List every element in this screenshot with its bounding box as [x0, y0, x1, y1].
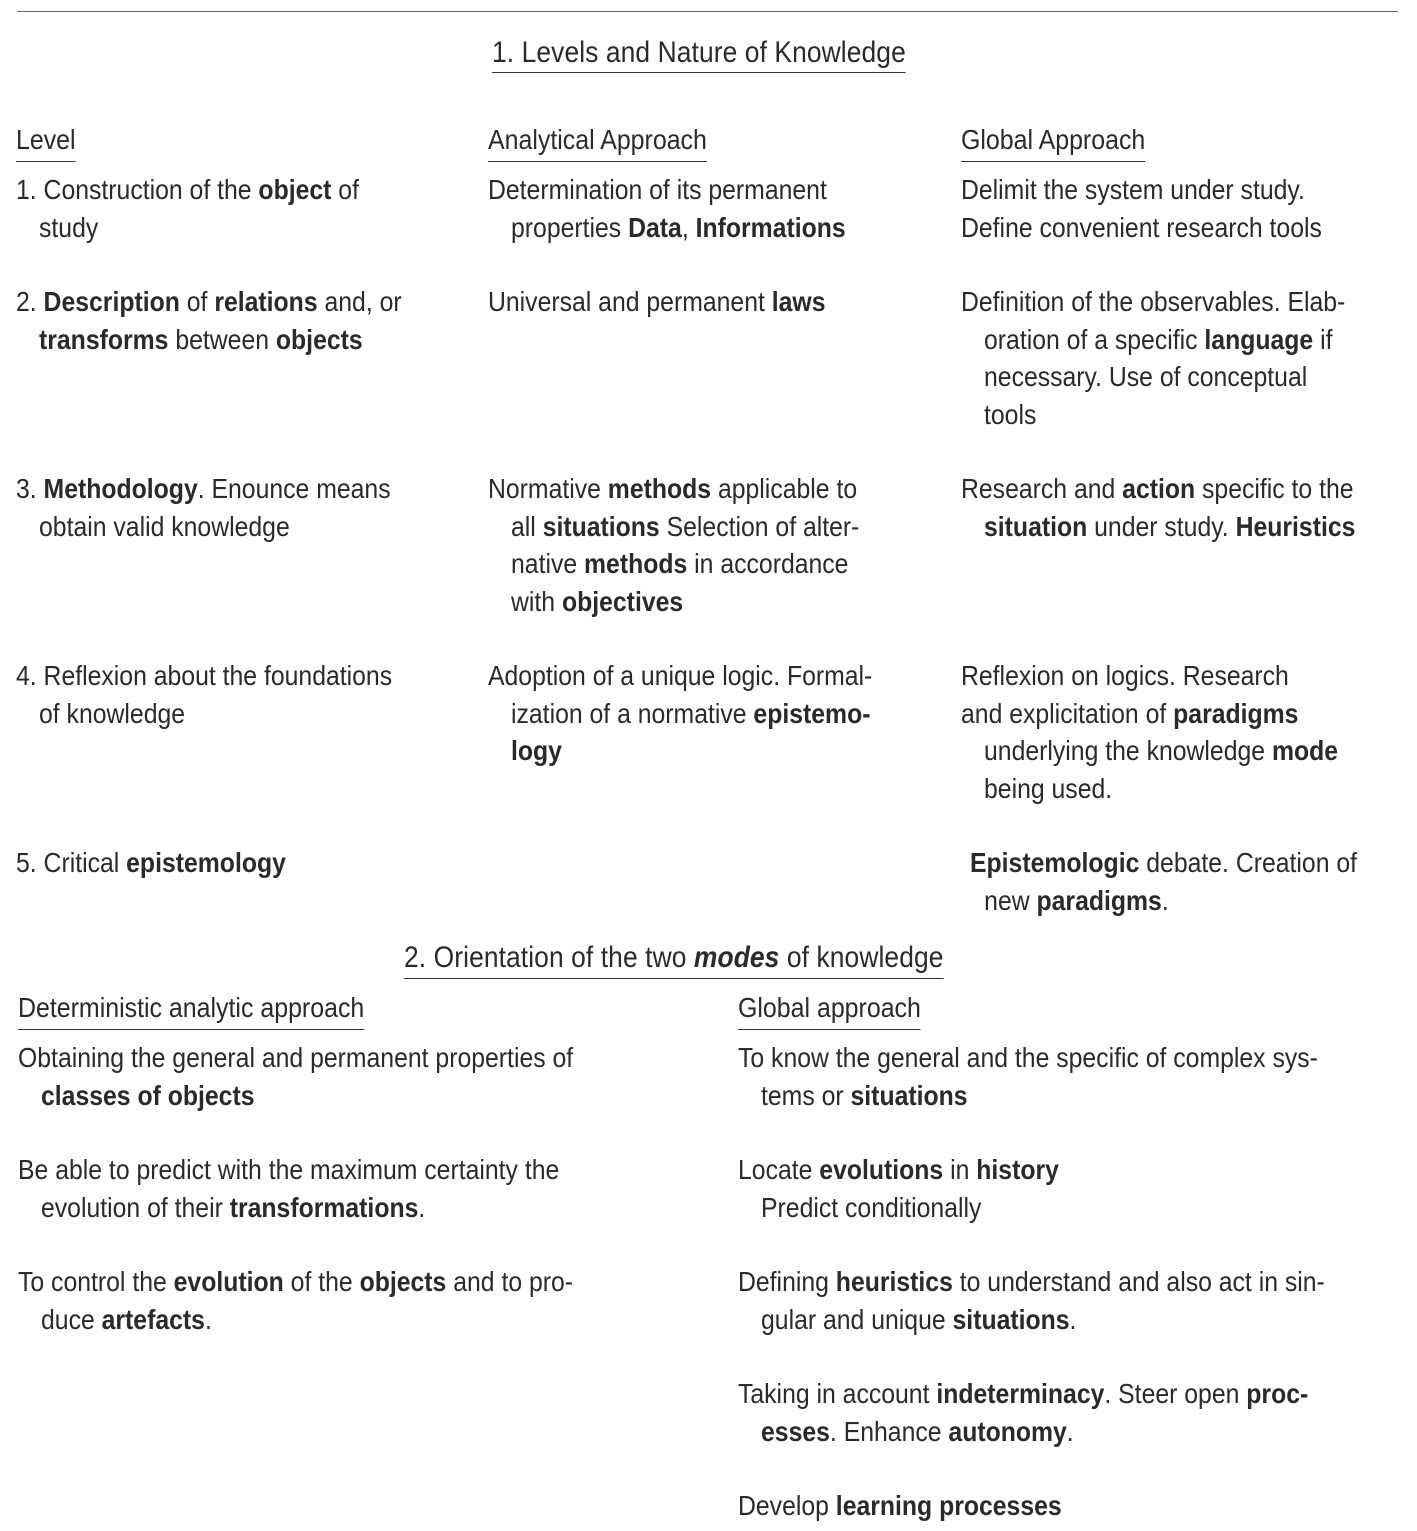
- text-line: [16, 508, 459, 546]
- section2-title-emphasis: modes: [693, 941, 780, 974]
- text-line: [488, 283, 931, 321]
- bold-term: paradigms: [1036, 884, 1162, 916]
- text-line: [961, 209, 1404, 247]
- text-run: being used.: [984, 772, 1113, 804]
- text-run: Delimit the system under study.: [961, 174, 1305, 205]
- bold-term: situations: [542, 510, 660, 542]
- text-line: [738, 1375, 1411, 1413]
- section2-title-underline: [404, 978, 944, 979]
- text-run: of the: [283, 1266, 360, 1297]
- col-header-global-approach-underline: [738, 1029, 921, 1030]
- row4-global: [961, 657, 1404, 807]
- text-line: [970, 844, 1413, 882]
- text-run: .: [418, 1191, 426, 1223]
- col-header-global-approach: [738, 991, 921, 1025]
- bold-term: Informations: [695, 211, 846, 243]
- text-line: [18, 1301, 691, 1339]
- text-run: and, or: [317, 286, 402, 317]
- deterministic-item-3: [18, 1263, 691, 1338]
- col-header-analytical-underline: [488, 161, 707, 162]
- text-run: 4. Reflexion about the foundations: [16, 660, 393, 691]
- text-run: Develop: [738, 1490, 836, 1521]
- bold-term: situation: [984, 510, 1088, 542]
- bold-term: epistemology: [126, 847, 286, 878]
- text-line: [970, 882, 1413, 920]
- text-run: of knowledge: [39, 697, 186, 729]
- text-run: Definition of the observables. Elab-: [961, 286, 1346, 317]
- text-run: new: [984, 884, 1037, 916]
- bold-term: evolution: [173, 1266, 284, 1297]
- text-line: [488, 209, 931, 247]
- text-line: [961, 508, 1404, 546]
- text-line: [16, 283, 459, 321]
- text-run: . Steer open: [1104, 1378, 1247, 1409]
- text-run: .: [1161, 884, 1169, 916]
- row3-global: [961, 470, 1404, 545]
- text-line: [738, 1413, 1411, 1451]
- bold-term: Data: [628, 211, 682, 243]
- bold-term: epistemo-: [753, 697, 871, 729]
- bold-term: indeterminacy: [936, 1378, 1105, 1409]
- text-line: [961, 358, 1404, 396]
- text-run: of: [331, 174, 359, 205]
- text-run: Reflexion on logics. Research: [961, 660, 1289, 691]
- text-run: native: [511, 548, 585, 579]
- text-run: Define convenient research tools: [961, 211, 1322, 243]
- text-run: duce: [41, 1303, 102, 1335]
- section1-title-underline: [492, 72, 906, 73]
- text-run: gular and unique: [761, 1303, 953, 1335]
- text-line: [961, 470, 1404, 508]
- bold-term: object: [258, 174, 332, 205]
- bold-term: relations: [214, 286, 318, 317]
- bold-term: history: [976, 1154, 1059, 1185]
- bold-term: objects: [275, 323, 363, 355]
- text-run: underlying the knowledge: [984, 735, 1272, 766]
- text-line: [961, 695, 1404, 733]
- text-run: ,: [681, 211, 696, 243]
- text-run: .: [1069, 1303, 1077, 1335]
- text-line: [738, 1487, 1411, 1525]
- text-run: study: [39, 211, 99, 243]
- text-run: specific to the: [1195, 473, 1354, 504]
- global-item-3: [738, 1263, 1411, 1338]
- text-line: [488, 695, 931, 733]
- row2-analytical: [488, 283, 931, 321]
- col-header-level: [16, 123, 76, 157]
- row3-level: [16, 470, 459, 545]
- text-run: To control the: [18, 1266, 174, 1297]
- text-line: [488, 545, 931, 583]
- text-run: Taking in account: [738, 1378, 937, 1409]
- text-run: 2.: [16, 286, 44, 317]
- text-run: 5. Critical: [16, 847, 127, 878]
- text-line: [16, 209, 459, 247]
- bold-term: evolutions: [819, 1154, 944, 1185]
- text-line: [738, 1077, 1411, 1115]
- text-run: debate. Creation of: [1139, 847, 1358, 878]
- text-run: and to pro-: [446, 1266, 574, 1297]
- text-run: . Enhance: [829, 1415, 949, 1447]
- text-line: [961, 396, 1404, 434]
- text-line: [16, 695, 459, 733]
- text-run: in: [943, 1154, 977, 1185]
- col-header-level-underline: [16, 161, 76, 162]
- text-run: obtain valid knowledge: [39, 510, 290, 542]
- text-run: evolution of their: [41, 1191, 230, 1223]
- text-line: [488, 508, 931, 546]
- bold-term: learning processes: [835, 1490, 1062, 1521]
- text-run: to understand and also act in sin-: [952, 1266, 1325, 1297]
- row4-analytical: [488, 657, 931, 770]
- text-run: under study.: [1087, 510, 1236, 542]
- section1-title-text: 1. Levels and Nature of Knowledge: [492, 36, 906, 69]
- text-line: [18, 1189, 691, 1227]
- col-header-deterministic: [18, 991, 364, 1025]
- text-line: [18, 1263, 691, 1301]
- text-run: . Enounce means: [197, 473, 391, 504]
- bold-term: heuristics: [835, 1266, 953, 1297]
- text-line: [738, 1039, 1411, 1077]
- text-run: applicable to: [711, 473, 858, 504]
- bold-term: methods: [607, 473, 712, 504]
- section2-title: [404, 940, 944, 976]
- text-line: [488, 470, 931, 508]
- row1-analytical: [488, 171, 931, 246]
- text-line: [961, 321, 1404, 359]
- text-run: all: [511, 510, 543, 542]
- section2-title-suffix: of knowledge: [779, 941, 944, 974]
- text-line: [16, 844, 459, 882]
- text-run: Obtaining the general and permanent properties of: [18, 1042, 574, 1073]
- text-run: and explicitation of: [961, 697, 1174, 729]
- text-line: [18, 1151, 691, 1189]
- row5-global: [970, 844, 1413, 919]
- text-run: Normative: [488, 473, 608, 504]
- text-line: [488, 732, 931, 770]
- text-run: Determination of its permanent: [488, 174, 827, 205]
- global-item-5: [738, 1487, 1411, 1525]
- text-line: [16, 470, 459, 508]
- text-line: [961, 732, 1404, 770]
- row5-level: [16, 844, 459, 882]
- bold-term: Epistemologic: [970, 847, 1140, 878]
- text-run: between: [168, 323, 276, 355]
- text-line: [488, 657, 931, 695]
- row4-level: [16, 657, 459, 732]
- col-header-analytical: [488, 123, 707, 157]
- col-header-global-underline: [961, 161, 1145, 162]
- row1-level: [16, 171, 459, 246]
- text-run: 1. Construction of the: [16, 174, 259, 205]
- text-run: Selection of alter-: [659, 510, 860, 542]
- section1-title: [492, 35, 906, 71]
- text-line: [961, 657, 1404, 695]
- text-run: in accordance: [687, 548, 849, 579]
- text-run: Be able to predict with the maximum certainty the: [18, 1154, 560, 1185]
- bold-term: paradigms: [1173, 697, 1299, 729]
- col-header-analytical-text: Analytical Approach: [488, 124, 707, 155]
- text-run: tems or: [761, 1079, 851, 1111]
- text-run: ization of a normative: [511, 697, 754, 729]
- row3-analytical: [488, 470, 931, 620]
- text-run: 3.: [16, 473, 44, 504]
- text-run: .: [1066, 1415, 1074, 1447]
- bold-term: situations: [952, 1303, 1070, 1335]
- top-rule: [17, 11, 1398, 12]
- bold-term: esses: [761, 1415, 830, 1447]
- bold-term: logy: [511, 735, 562, 766]
- text-line: [16, 171, 459, 209]
- text-run: Universal and permanent: [488, 286, 772, 317]
- deterministic-item-1: [18, 1039, 691, 1114]
- global-item-4: [738, 1375, 1411, 1450]
- deterministic-item-2: [18, 1151, 691, 1226]
- bold-term: transforms: [39, 323, 169, 355]
- global-item-2: [738, 1151, 1411, 1226]
- text-line: [961, 171, 1404, 209]
- text-run: Research and: [961, 473, 1123, 504]
- text-run: Locate: [738, 1154, 820, 1185]
- col-header-deterministic-text: Deterministic analytic approach: [18, 992, 365, 1023]
- bold-term: objectives: [561, 585, 684, 617]
- bold-term: situations: [850, 1079, 968, 1111]
- text-line: [16, 657, 459, 695]
- text-line: [488, 171, 931, 209]
- bold-term: objects: [359, 1266, 447, 1297]
- section2-title-prefix: 2. Orientation of the two: [404, 941, 694, 974]
- row2-level: [16, 283, 459, 358]
- col-header-global: [961, 123, 1145, 157]
- global-item-1: [738, 1039, 1411, 1114]
- text-run: if: [1313, 323, 1333, 355]
- text-run: .: [204, 1303, 212, 1335]
- col-header-global-approach-text: Global approach: [738, 992, 921, 1023]
- text-run: oration of a specific: [984, 323, 1205, 355]
- bold-term: methods: [584, 548, 688, 579]
- text-run: of: [179, 286, 215, 317]
- text-line: [738, 1151, 1411, 1189]
- col-header-global-text: Global Approach: [961, 124, 1146, 155]
- text-run: Defining: [738, 1266, 836, 1297]
- bold-term: Description: [43, 286, 180, 317]
- bold-term: laws: [771, 286, 826, 317]
- row1-global: [961, 171, 1404, 246]
- col-header-deterministic-underline: [18, 1029, 364, 1030]
- bold-term: artefacts: [101, 1303, 205, 1335]
- text-run: To know the general and the specific of complex sys-: [738, 1042, 1318, 1073]
- text-run: necessary. Use of conceptual: [984, 361, 1308, 392]
- text-run: Adoption of a unique logic. Formal-: [488, 660, 873, 691]
- bold-term: mode: [1271, 735, 1339, 766]
- row2-global: [961, 283, 1404, 433]
- text-line: [961, 283, 1404, 321]
- text-line: [18, 1077, 691, 1115]
- bold-term: action: [1122, 473, 1196, 504]
- bold-term: Methodology: [43, 473, 198, 504]
- text-line: [961, 770, 1404, 808]
- text-run: tools: [984, 398, 1037, 430]
- text-run: Predict conditionally: [761, 1191, 982, 1223]
- bold-term: classes of objects: [41, 1079, 255, 1111]
- text-line: [738, 1189, 1411, 1227]
- text-line: [16, 321, 459, 359]
- bold-term: transformations: [229, 1191, 419, 1223]
- text-line: [488, 583, 931, 621]
- bold-term: language: [1204, 323, 1314, 355]
- text-line: [738, 1263, 1411, 1301]
- text-run: properties: [511, 211, 629, 243]
- text-line: [738, 1301, 1411, 1339]
- col-header-level-text: Level: [16, 124, 76, 155]
- text-run: with: [511, 585, 562, 617]
- bold-term: autonomy: [948, 1415, 1067, 1447]
- bold-term: Heuristics: [1235, 510, 1356, 542]
- text-line: [18, 1039, 691, 1077]
- bold-term: proc-: [1246, 1378, 1309, 1409]
